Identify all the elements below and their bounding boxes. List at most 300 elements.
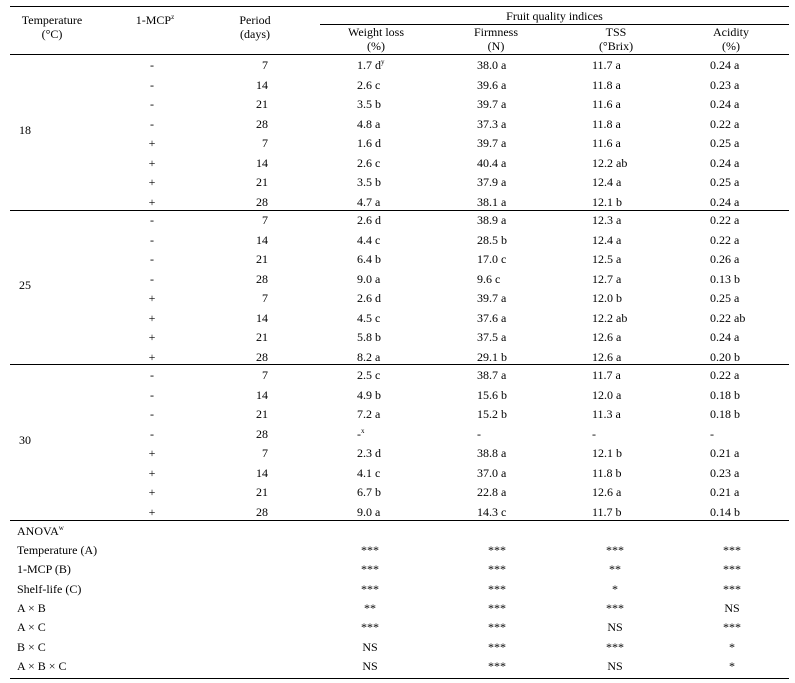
cell-weight-loss-text: 4.8 a (357, 116, 381, 131)
cell-weight-loss (357, 483, 381, 502)
cell-weight-loss-text: 7.2 a (357, 407, 381, 421)
cell-firmness (477, 425, 481, 444)
anova-acidity: NS (724, 600, 740, 615)
cell-firmness (477, 503, 506, 522)
cell-tss (592, 173, 621, 192)
anova-label: A × B × C (17, 658, 67, 673)
cell-1mcp-text: - (150, 58, 154, 72)
cell-weight-loss (357, 193, 380, 212)
cell-firmness (477, 193, 506, 212)
anova-row (0, 580, 795, 599)
cell-firmness (477, 309, 506, 328)
cell-firmness (477, 366, 506, 385)
header-1mcp: 1-MCP$^z$ (135, 13, 175, 27)
table-row (0, 483, 795, 502)
cell-firmness (477, 464, 506, 483)
cell-weight-loss-text: 6.4 b (357, 252, 381, 266)
cell-acidity-text: 0.21 a (710, 446, 740, 460)
anova-tss: NS (607, 620, 623, 635)
cell-1mcp (142, 444, 162, 463)
cell-weight-loss (357, 444, 381, 463)
cell-1mcp (142, 386, 162, 405)
cell-acidity-text: 0.24 a (710, 97, 740, 111)
cell-1mcp (142, 405, 162, 424)
anova-firmness: *** (488, 581, 506, 596)
table-row (0, 76, 795, 95)
cell-firmness-text: 15.6 b (477, 387, 507, 402)
cell-tss-text: - (592, 426, 596, 441)
cell-firmness-text: 37.5 a (477, 330, 507, 344)
cell-acidity-text: 0.22 a (710, 213, 740, 227)
cell-weight-loss-text: 4.1 c (357, 465, 381, 480)
cell-1mcp-text: + (148, 349, 156, 364)
cell-tss-text: 12.0 b (592, 291, 622, 305)
cell-acidity-text: 0.13 b (710, 271, 740, 286)
cell-acidity-text: 0.20 b (710, 349, 740, 364)
cell-firmness (477, 444, 506, 463)
cell-acidity-text: 0.22 a (710, 232, 740, 247)
cell-period-text: 21 (256, 252, 268, 266)
table-row (0, 386, 795, 405)
cell-1mcp-text: - (150, 387, 154, 402)
cell-acidity-text: 0.14 b (710, 504, 740, 519)
cell-1mcp (142, 134, 162, 153)
cell-tss-text: 11.7 b (592, 504, 622, 519)
cell-firmness-text: 39.7 a (477, 136, 507, 150)
cell-weight-loss (357, 95, 381, 114)
anova-tss: ** (609, 562, 621, 577)
cell-weight-loss-text: 1.6 d (357, 136, 381, 150)
cell-firmness-text: 37.3 a (477, 116, 507, 131)
cell-acidity (710, 503, 740, 522)
cell-period (228, 386, 268, 405)
cell-1mcp-text: - (150, 232, 154, 247)
cell-acidity (710, 250, 739, 269)
cell-period (228, 503, 268, 522)
cell-acidity-text: 0.25 a (710, 291, 740, 305)
cell-weight-loss-text: 2.6 c (357, 155, 381, 170)
cell-tss-text: 12.0 a (592, 387, 622, 402)
cell-acidity (710, 425, 714, 444)
anova-weight-loss: *** (361, 581, 379, 596)
header-tss: TSS (°Brix) (598, 25, 634, 53)
cell-firmness-text: 29.1 b (477, 349, 507, 364)
cell-1mcp (142, 211, 162, 230)
cell-acidity (710, 76, 739, 95)
table-row (0, 173, 795, 192)
footnote-mark: x (361, 426, 365, 435)
cell-weight-loss (357, 211, 381, 230)
table-row (0, 464, 795, 483)
temperature-label: 25 (19, 278, 31, 293)
anova-acidity: * (729, 639, 735, 654)
anova-tss: *** (606, 639, 624, 654)
cell-1mcp-text: + (148, 504, 156, 519)
cell-1mcp-text: - (150, 77, 154, 92)
cell-period (228, 464, 268, 483)
cell-weight-loss-text: 2.6 c (357, 77, 381, 92)
cell-period-text: 21 (256, 407, 268, 421)
anova-tss: *** (606, 543, 624, 557)
cell-firmness-text: 39.7 a (477, 97, 507, 111)
anova-weight-loss: NS (362, 639, 378, 654)
cell-period-text: 7 (262, 291, 268, 305)
cell-acidity (710, 386, 740, 405)
cell-period-text: 7 (262, 58, 268, 72)
cell-1mcp-text: + (148, 330, 156, 344)
cell-1mcp-text: - (150, 116, 154, 131)
temperature-label: 18 (19, 123, 31, 138)
anova-acidity: *** (723, 581, 741, 596)
cell-firmness (477, 154, 506, 173)
cell-tss (592, 76, 621, 95)
cell-weight-loss-text: 2.6 d (357, 213, 381, 227)
cell-period-text: 21 (256, 175, 268, 189)
cell-weight-loss (357, 366, 380, 385)
anova-tss: * (612, 581, 618, 596)
anova-firmness: *** (488, 562, 506, 577)
cell-acidity-text: 0.25 a (710, 136, 740, 150)
cell-tss-text: 11.7 a (592, 368, 621, 382)
cell-period (228, 366, 268, 385)
cell-period-text: 7 (262, 136, 268, 150)
cell-period (228, 270, 268, 289)
cell-weight-loss-text: 3.5 b (357, 175, 381, 189)
temperature-label: 30 (19, 433, 31, 448)
cell-acidity (710, 193, 739, 212)
cell-weight-loss (357, 464, 380, 483)
cell-firmness (477, 289, 506, 308)
cell-acidity-text: 0.24 a (710, 155, 740, 170)
cell-1mcp (142, 193, 162, 212)
cell-tss (592, 464, 622, 483)
cell-weight-loss-text: 4.5 c (357, 310, 381, 325)
cell-tss (592, 425, 596, 444)
cell-firmness-text: 38.7 a (477, 368, 507, 382)
anova-firmness: *** (488, 600, 506, 615)
cell-tss-text: 12.2 ab (592, 155, 628, 170)
cell-1mcp-text: - (150, 271, 154, 286)
anova-weight-loss: NS (362, 658, 378, 673)
cell-acidity (710, 483, 739, 502)
cell-firmness (477, 270, 500, 289)
cell-1mcp (142, 115, 162, 134)
cell-weight-loss-text: 8.2 a (357, 349, 381, 364)
cell-1mcp (142, 503, 162, 522)
cell-acidity (710, 154, 739, 173)
cell-period-text: 28 (256, 504, 268, 519)
cell-weight-loss (357, 386, 381, 405)
cell-weight-loss-text: - (357, 426, 361, 441)
cell-period (228, 425, 268, 444)
cell-tss (592, 366, 621, 385)
cell-firmness (477, 250, 506, 269)
cell-tss (592, 211, 621, 230)
cell-weight-loss-text: 4.7 a (357, 194, 381, 209)
cell-weight-loss (357, 503, 380, 522)
cell-period-text: 14 (256, 310, 268, 325)
cell-firmness (477, 56, 506, 75)
cell-1mcp-text: - (150, 213, 154, 227)
cell-acidity (710, 115, 739, 134)
header-bottom-rule (10, 54, 789, 55)
cell-1mcp (142, 425, 162, 444)
cell-acidity (710, 231, 739, 250)
cell-1mcp (142, 483, 162, 502)
cell-1mcp (142, 76, 162, 95)
cell-acidity (710, 405, 740, 424)
cell-period-text: 28 (256, 426, 268, 441)
cell-acidity (710, 270, 740, 289)
cell-tss (592, 95, 621, 114)
cell-weight-loss-text: 3.5 b (357, 97, 381, 111)
table-row (0, 154, 795, 173)
cell-tss-text: 11.6 a (592, 97, 621, 111)
cell-tss-text: 12.5 a (592, 252, 622, 266)
cell-period-text: 7 (262, 213, 268, 227)
table-row (0, 366, 795, 385)
cell-1mcp-text: + (148, 194, 156, 209)
table-row (0, 309, 795, 328)
group-rule-1 (10, 210, 789, 211)
anova-acidity: * (729, 658, 735, 673)
cell-period (228, 483, 268, 502)
cell-tss (592, 483, 621, 502)
cell-1mcp (142, 270, 162, 289)
cell-acidity-text: 0.21 a (710, 485, 740, 499)
cell-firmness-text: 22.8 a (477, 485, 507, 499)
table-row (0, 444, 795, 463)
anova-title: ANOVA$^w$ (17, 524, 64, 538)
cell-1mcp-text: + (148, 446, 156, 460)
table-row (0, 193, 795, 212)
cell-tss-text: 12.4 a (592, 175, 622, 189)
cell-period (228, 309, 268, 328)
cell-weight-loss (357, 154, 380, 173)
anova-label: B × C (17, 639, 46, 654)
cell-1mcp-text: - (150, 407, 154, 421)
cell-tss (592, 386, 621, 405)
cell-period-text: 7 (262, 368, 268, 382)
cell-period-text: 14 (256, 232, 268, 247)
cell-period-text: 28 (256, 271, 268, 286)
cell-acidity-text: 0.24 a (710, 58, 740, 72)
cell-tss-text: 11.8 b (592, 465, 622, 480)
cell-tss (592, 270, 621, 289)
anova-row (0, 618, 795, 637)
table-row (0, 270, 795, 289)
cell-period-text: 28 (256, 116, 268, 131)
cell-weight-loss-text: 6.7 b (357, 485, 381, 499)
cell-acidity-text: 0.18 b (710, 407, 740, 421)
cell-1mcp-text: + (148, 310, 156, 325)
cell-firmness (477, 231, 507, 250)
table-row (0, 115, 795, 134)
cell-firmness-text: 38.8 a (477, 446, 507, 460)
cell-firmness-text: 38.1 a (477, 194, 507, 209)
anova-label: A × C (17, 620, 46, 635)
cell-period (228, 154, 268, 173)
cell-1mcp-text: - (150, 97, 154, 111)
cell-weight-loss (357, 270, 380, 289)
cell-firmness (477, 76, 506, 95)
anova-weight-loss: *** (361, 543, 379, 557)
cell-period (228, 134, 268, 153)
cell-tss (592, 193, 622, 212)
header-fruit-quality-indices: Fruit quality indices (506, 9, 603, 23)
anova-firmness: *** (488, 639, 506, 654)
cell-period (228, 56, 268, 75)
cell-firmness-text: 14.3 c (477, 504, 507, 519)
cell-weight-loss (357, 115, 380, 134)
cell-1mcp (142, 154, 162, 173)
cell-acidity-text: 0.25 a (710, 175, 740, 189)
cell-period-text: 14 (256, 77, 268, 92)
anova-tss: NS (607, 658, 623, 673)
cell-1mcp (142, 464, 162, 483)
cell-1mcp (142, 289, 162, 308)
cell-period-text: 14 (256, 387, 268, 402)
cell-acidity (710, 289, 739, 308)
header-period: Period (days) (239, 13, 271, 41)
cell-acidity (710, 309, 745, 328)
anova-label: Temperature (A) (17, 543, 98, 557)
cell-firmness (477, 328, 506, 347)
cell-firmness (477, 483, 506, 502)
cell-1mcp-text: - (150, 426, 154, 441)
cell-tss (592, 250, 621, 269)
cell-period (228, 95, 268, 114)
cell-1mcp (142, 231, 162, 250)
anova-firmness: *** (488, 543, 506, 557)
cell-period-text: 14 (256, 465, 268, 480)
cell-firmness-text: 39.7 a (477, 291, 507, 305)
cell-weight-loss (357, 76, 380, 95)
cell-firmness (477, 211, 506, 230)
cell-firmness (477, 115, 506, 134)
cell-weight-loss-text: 9.0 a (357, 504, 381, 519)
cell-weight-loss-text: 2.3 d (357, 446, 381, 460)
cell-weight-loss-text: 4.9 b (357, 387, 381, 402)
cell-weight-loss (357, 328, 381, 347)
cell-tss (592, 405, 621, 424)
cell-1mcp (142, 328, 162, 347)
anova-label: Shelf-life (C) (17, 581, 82, 596)
footnote-mark: y (381, 58, 385, 66)
cell-firmness-text: 17.0 c (477, 252, 507, 266)
cell-period-text: 14 (256, 155, 268, 170)
cell-tss-text: 11.8 a (592, 77, 621, 92)
cell-tss (592, 444, 622, 463)
cell-period (228, 231, 268, 250)
cell-weight-loss (357, 56, 385, 75)
table-row (0, 425, 795, 444)
cell-1mcp-text: - (150, 368, 154, 382)
cell-tss (592, 309, 627, 328)
anova-acidity: *** (723, 543, 741, 557)
cell-firmness (477, 95, 506, 114)
table-row (0, 250, 795, 269)
cell-acidity-text: 0.22 ab (710, 310, 746, 325)
cell-tss-text: 12.4 a (592, 232, 622, 247)
cell-tss-text: 11.7 a (592, 58, 621, 72)
cell-1mcp (142, 309, 162, 328)
cell-weight-loss-text: 9.0 a (357, 271, 381, 286)
footnote-mark-w: w (58, 524, 64, 532)
cell-tss-text: 12.1 b (592, 194, 622, 209)
cell-tss-text: 12.6 a (592, 485, 622, 499)
cell-acidity-text: 0.23 a (710, 465, 740, 480)
cell-weight-loss (357, 405, 380, 424)
table-row (0, 405, 795, 424)
cell-period (228, 211, 268, 230)
cell-1mcp-text: + (148, 155, 156, 170)
anova-firmness: *** (488, 620, 506, 635)
cell-firmness-text: 38.9 a (477, 213, 507, 227)
cell-weight-loss-text: 1.7 d (357, 58, 381, 72)
cell-weight-loss-text: 2.6 d (357, 291, 381, 305)
cell-tss-text: 12.7 a (592, 271, 622, 286)
cell-weight-loss (357, 289, 381, 308)
table-top-rule (10, 6, 789, 7)
cell-weight-loss (357, 231, 380, 250)
table-row (0, 503, 795, 522)
header-acidity: Acidity (%) (713, 25, 749, 53)
cell-firmness-text: 40.4 a (477, 155, 507, 170)
cell-1mcp-text: - (150, 252, 154, 266)
cell-tss-text: 12.6 a (592, 330, 622, 344)
cell-acidity-text: 0.26 a (710, 252, 740, 266)
cell-firmness-text: - (477, 426, 481, 441)
cell-period-text: 7 (262, 446, 268, 460)
cell-tss-text: 12.3 a (592, 213, 622, 227)
cell-period (228, 405, 268, 424)
cell-tss (592, 154, 627, 173)
footnote-mark-z: z (171, 13, 175, 21)
group-rule-2 (10, 364, 789, 365)
cell-weight-loss (357, 425, 365, 444)
anova-weight-loss: *** (361, 620, 379, 635)
anova-label: 1-MCP (B) (17, 562, 71, 577)
cell-acidity (710, 134, 739, 153)
cell-weight-loss (357, 134, 381, 153)
cell-acidity (710, 95, 739, 114)
cell-firmness (477, 173, 506, 192)
anova-rule (10, 520, 789, 521)
cell-acidity-text: 0.22 a (710, 368, 740, 382)
cell-period-text: 21 (256, 485, 268, 499)
cell-acidity-text: 0.18 b (710, 387, 740, 402)
cell-tss-text: 11.6 a (592, 136, 621, 150)
cell-1mcp-text: + (148, 175, 156, 189)
table-row (0, 328, 795, 347)
cell-firmness-text: 37.9 a (477, 175, 507, 189)
cell-acidity (710, 464, 739, 483)
cell-1mcp-text: + (148, 465, 156, 480)
anova-acidity: *** (723, 620, 741, 635)
cell-acidity-text: 0.23 a (710, 77, 740, 92)
cell-tss-text: 12.2 ab (592, 310, 628, 325)
cell-acidity (710, 328, 739, 347)
anova-acidity: *** (723, 562, 741, 577)
anova-row (0, 657, 795, 676)
cell-1mcp (142, 173, 162, 192)
cell-period-text: 21 (256, 330, 268, 344)
anova-firmness: *** (488, 658, 506, 673)
anova-weight-loss: *** (361, 562, 379, 577)
cell-1mcp (142, 56, 162, 75)
cell-tss (592, 289, 622, 308)
